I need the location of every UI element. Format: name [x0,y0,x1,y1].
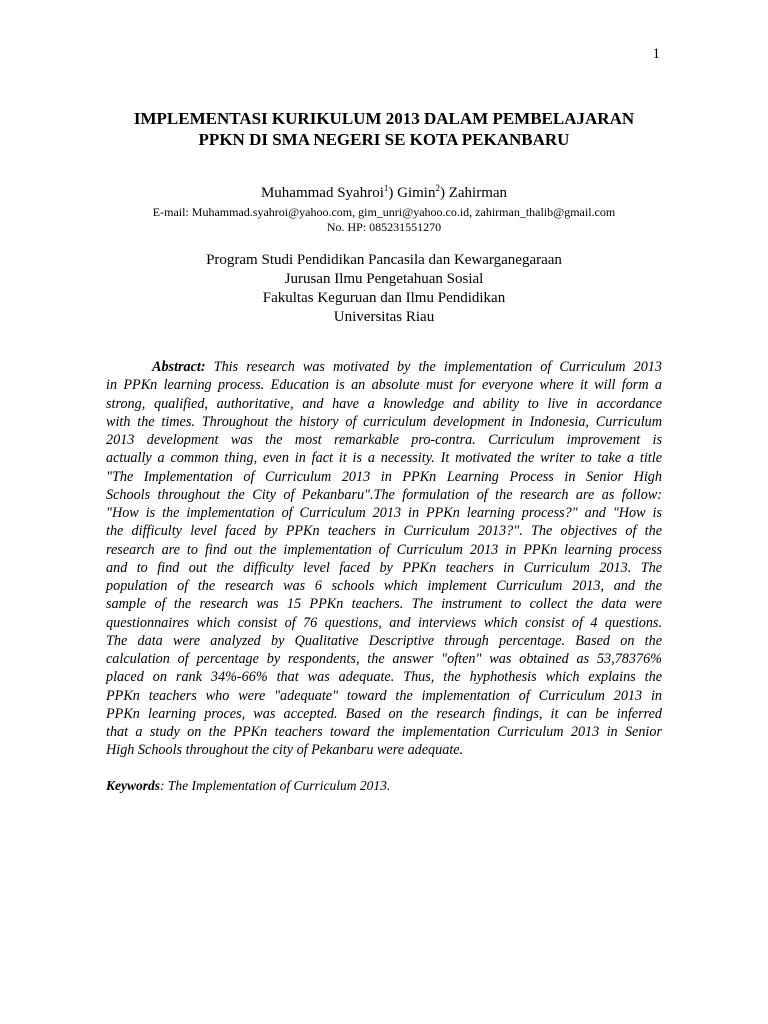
abstract-line: the difficulty level faced by PPKn teachers in Curriculum 2013?". The objectives of the [106,523,662,540]
affiliation [0,251,768,327]
abstract-line: in PPKn learning process. Education is an absolute must for everyone where it will form a [106,377,662,394]
abstract-line: PPKn learning proces, was accepted. Based on the research findings, it can be inferred [106,705,662,722]
abstract-line: research are to find out the implementation of Curriculum 2013 in PPKn learning process [106,541,662,558]
author-name: Muhammad Syahroi [260,185,384,201]
abstract-line: questionnaires which consist of 76 questions, and interviews which consist of 4 questions. [106,614,662,631]
abstract-line: actually a common thing, even in fact it is a necessity. It motivated the writer to take a title [106,450,662,467]
abstract [106,358,662,760]
affiliation-line: Jurusan Ilmu Pengetahuan Sosial [284,271,484,287]
abstract-line: Schools throughout the City of Pekanbaru".The formulation of the research are as follow: [106,486,662,503]
page-number: 1 [652,46,660,62]
keywords [106,778,662,794]
abstract-line: 2013 development was the most remarkable pro-contra. Curriculum improvement is [106,432,662,448]
abstract-line: calculation of percentage by respondents, the answer "often" was obtained as 53,78376% [106,651,662,667]
abstract-line: The data were analyzed by Qualitative Descriptive through percentage. Based on the [106,632,662,649]
abstract-text: This research was motivated by the implementation of Curriculum 2013 [205,359,662,375]
title-line-1: IMPLEMENTASI KURIKULUM 2013 DALAM PEMBELAJARAN [133,109,635,128]
abstract-label: Abstract: [152,359,206,375]
abstract-line: High Schools throughout the city of Pekanbaru were adequate. [106,742,464,759]
affiliation-line: Fakultas Keguruan dan Ilmu Pendidikan [262,290,506,306]
abstract-line: with the times. Throughout the history of curriculum development in Indonesia, Curriculum [106,413,662,430]
author-name: ) Zahirman [439,185,508,201]
abstract-line: population of the research was 6 schools which implement Curriculum 2013, and the [106,578,662,594]
author-name: ) Gimin [388,185,436,201]
abstract-line: strong, qualified, authoritative, and have a knowledge and ability to live in accordance [106,395,662,412]
abstract-line: "How is the implementation of Curriculum 2013 in PPKn learning process?" and "How is [106,505,662,521]
abstract-line: "The Implementation of Curriculum 2013 in PPKn Learning Process in Senior High [106,468,662,485]
abstract-line: and to find out the difficulty level faced by PPKn teachers in Curriculum 2013. The [106,559,662,576]
phone-line: No. HP: 085231551270 [326,220,442,234]
title-line-2: PPKN DI SMA NEGERI SE KOTA PEKANBARU [198,130,570,149]
keywords-label: Keywords [106,778,160,793]
keywords-text: : The Implementation of Curriculum 2013. [160,778,391,793]
affiliation-line: Program Studi Pendidikan Pancasila dan Kewarganegaraan [206,252,562,268]
abstract-line [106,358,662,376]
abstract-line: PPKn teachers who were "adequate" toward the implementation of Curriculum 2013 in [106,687,662,704]
contact-info [0,205,768,235]
abstract-line: sample of the research was 15 PPKn teachers. The instrument to collect the data were [106,596,662,613]
author-list [0,184,768,202]
affiliation-line: Universitas Riau [333,309,435,325]
abstract-line: that a study on the PPKn teachers toward the implementation Curriculum 2013 in Senior [106,724,662,740]
abstract-line: placed on rank 34%-66% that was adequate. Thus, the hyphothesis which explains the [106,669,662,686]
email-line: E-mail: Muhammad.syahroi@yahoo.com, gim_unri@yahoo.co.id, zahirman_thalib@gmail.com [152,205,616,219]
author-affiliation-mark: 1 [383,183,389,193]
author-affiliation-mark: 2 [435,183,440,193]
paper-title [0,108,768,150]
